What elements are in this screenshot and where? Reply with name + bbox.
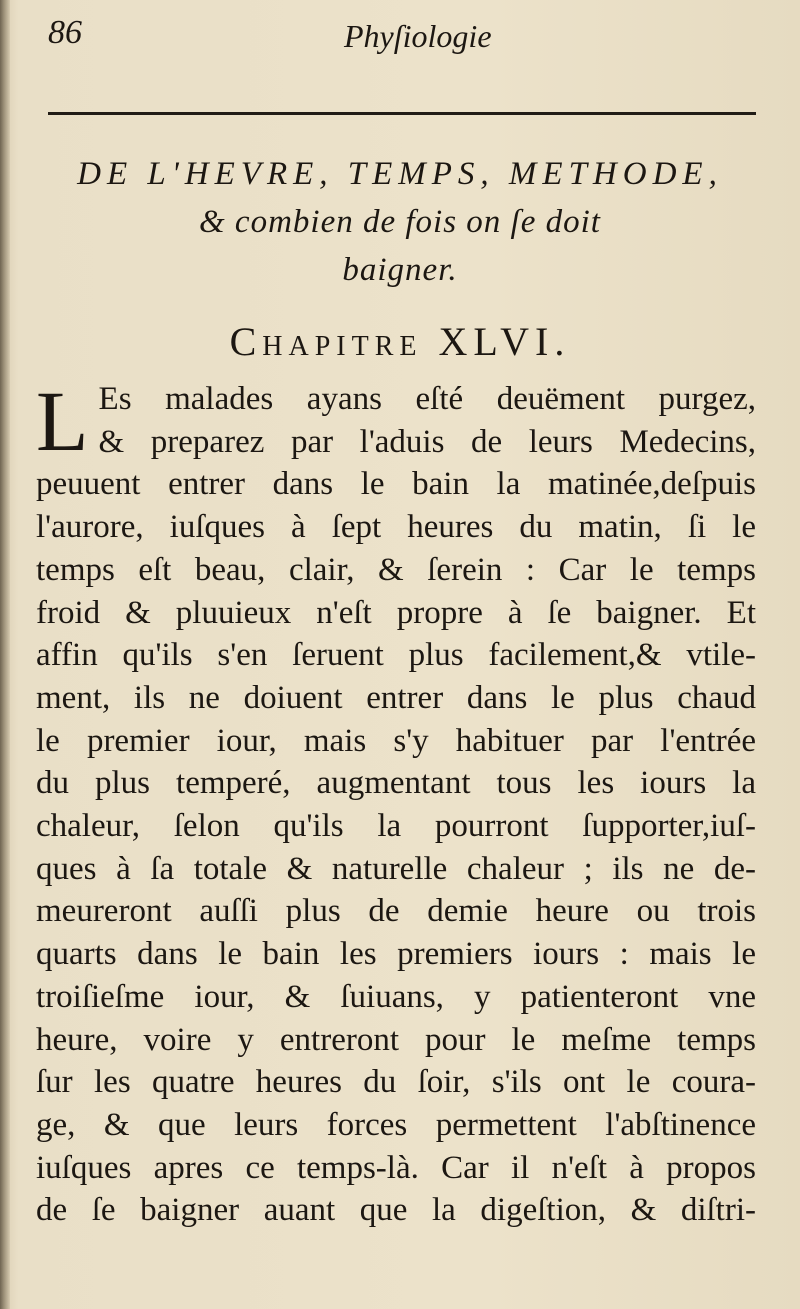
chapter-label: Chapitre XLVI. (229, 319, 571, 364)
page-gutter (0, 0, 10, 1309)
text-line: chaleur, ſelon qu'ils la pourront ſupporter,iuſ- (36, 808, 756, 845)
page-header (48, 14, 748, 74)
text-line: temps eſt beau, clair, & ſerein : Car le temps (36, 551, 756, 588)
text-line: affin qu'ils s'en ſeruent plus facilement,& vtile- (36, 637, 756, 674)
text-line: quarts dans le bain les premiers iours : mais le (36, 936, 756, 973)
running-title: Phyſiologie (344, 18, 492, 54)
text-line: heure, voire y entreront pour le meſme temps (36, 1021, 756, 1058)
text-line: froid & pluuieux n'eſt propre à ſe baigner. Et (36, 594, 756, 631)
text-line: Es malades ayans eſté deuëment purgez, (98, 381, 756, 417)
drop-cap: L (36, 373, 89, 469)
text-line: ge, & que leurs forces permettent l'abſtinence (36, 1106, 756, 1143)
text-line: de ſe baigner auant que la digeſtion, & diſtri- (36, 1192, 756, 1229)
text-line: & preparez par l'aduis de leurs Medecins, (98, 423, 756, 460)
text-line: l'aurore, iuſques à ſept heures du matin, ſi le (36, 509, 756, 546)
text-line: ſur les quatre heures du ſoir, s'ils ont le coura- (36, 1064, 756, 1101)
text-line: ment, ils ne doiuent entrer dans le plus chaud (36, 679, 756, 716)
body-text (36, 373, 756, 1232)
header-rule (48, 112, 756, 115)
text-line: iuſques apres ce temps-là. Car il n'eſt à propos (36, 1149, 756, 1186)
chapter-heading (40, 150, 760, 294)
chapter-heading-line-3: baigner. (342, 252, 458, 288)
text-line: peuuent entrer dans le bain la matinée,deſpuis (36, 466, 756, 503)
page-number: 86 (48, 14, 82, 51)
chapter-heading-line-1: DE L'HEVRE, TEMPS, METHODE, (77, 156, 723, 192)
text-line: le premier iour, mais s'y habituer par l'entrée (36, 722, 756, 759)
text-line: du plus temperé, augmentant tous les iours la (36, 765, 756, 802)
chapter-heading-line-2: & combien de fois on ſe doit (199, 204, 601, 240)
text-line: meureront auſſi plus de demie heure ou trois (36, 893, 756, 930)
text-line: troiſieſme iour, & ſuiuans, y patienteront vne (36, 978, 756, 1015)
text-line: ques à ſa totale & naturelle chaleur ; ils ne de- (36, 850, 756, 887)
